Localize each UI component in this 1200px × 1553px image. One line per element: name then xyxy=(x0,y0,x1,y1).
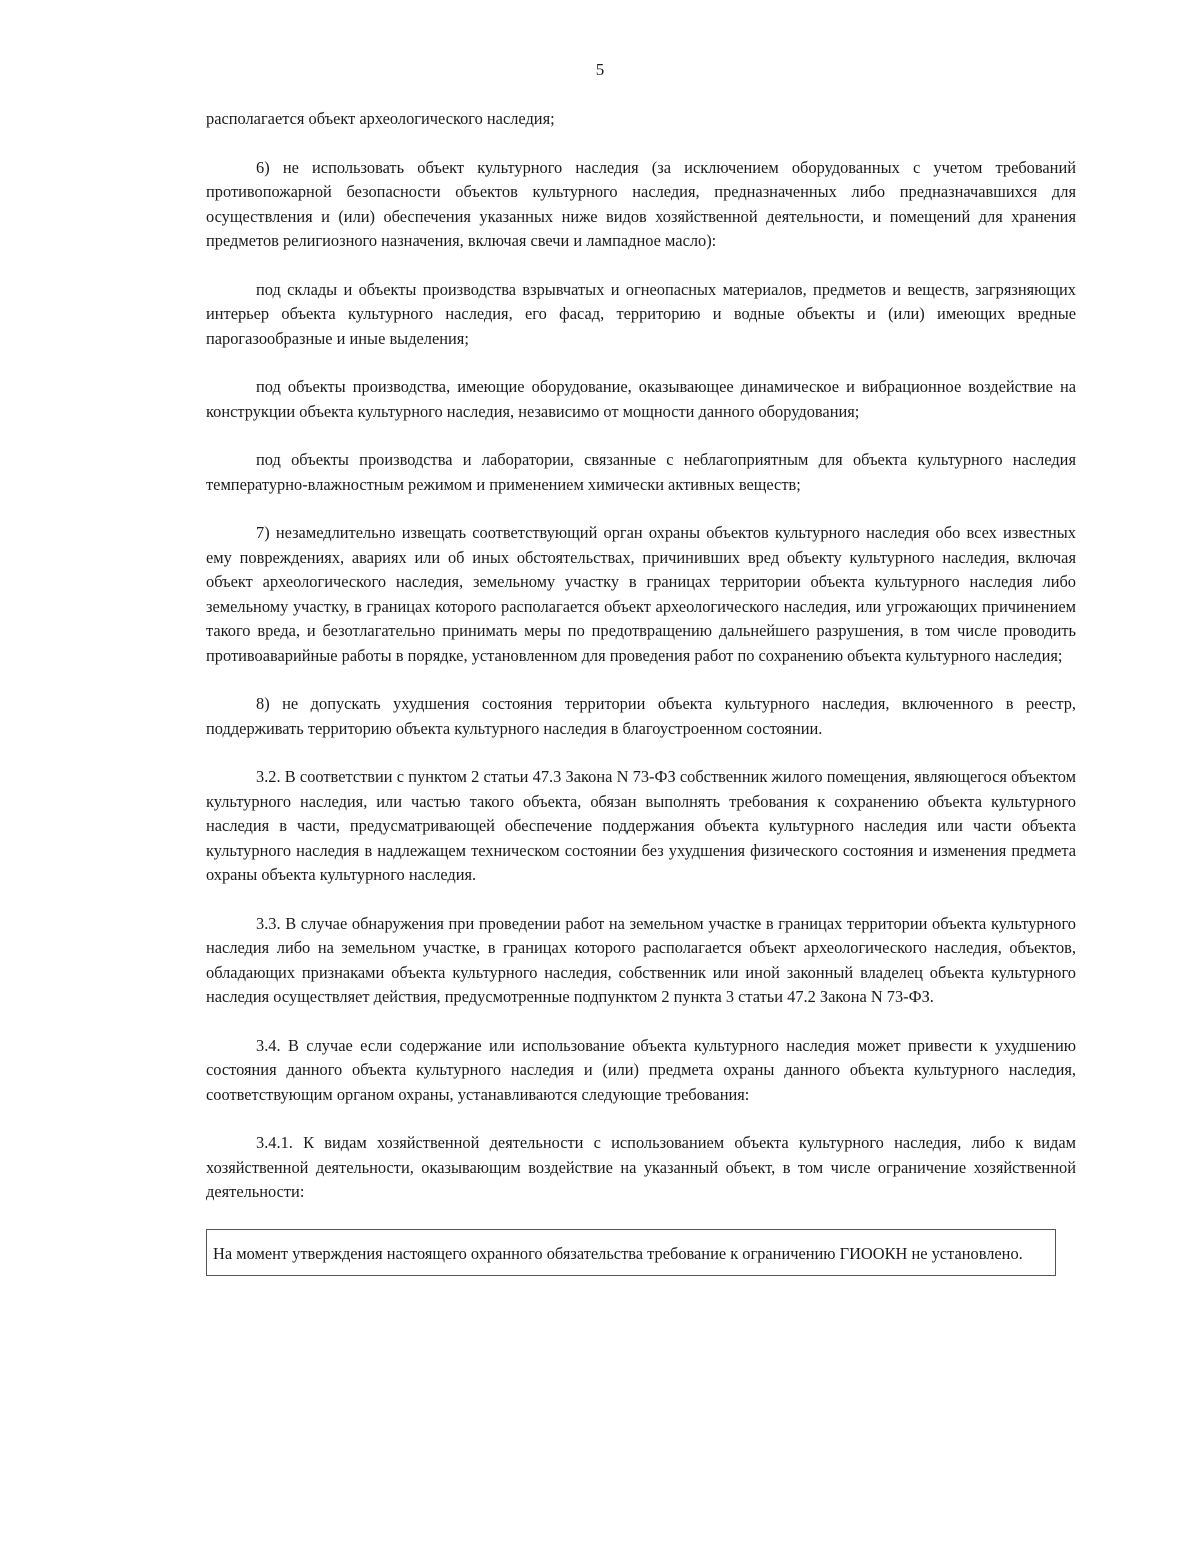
paragraph-3-3: 3.3. В случае обнаружения при проведении работ на земельном участке в границах территории объекта культурного наследия либо на земельном участке, в границах которого располагается объект археологического наследия, объектов, обладающих признаками объекта культурного наследия, собственник или иной законный владелец объекта культурного наследия осуществляет действия, предусмотренные подпунктом 2 пункта 3 статьи 47.2 Закона N 73-ФЗ. xyxy=(206,913,1076,1006)
paragraph-item-6: 6) не использовать объект культурного наследия (за исключением оборудованных с учетом требований противопожарной безопасности объектов культурного наследия, предназначенных либо предназначавшихся для осуществления и (или) обеспечения указанных ниже видов хозяйственной деятельности, и помещений для хранения предметов религиозного назначения, включая свечи и лампадное масло): xyxy=(206,157,1076,250)
paragraph-3-4-1: 3.4.1. К видам хозяйственной деятельности с использованием объекта культурного наследия, либо к видам хозяйственной деятельности, оказывающим воздействие на указанный объект, в том числе ограничение хозяйственной деятельности: xyxy=(206,1133,1076,1201)
notice-box xyxy=(206,1229,1056,1276)
paragraph-continuation: располагается объект археологического наследия; xyxy=(206,109,555,128)
paragraph-subitem-laboratories: под объекты производства и лаборатории, связанные с неблагоприятным для объекта культурного наследия температурно-влажностным режимом и применением химически активных веществ; xyxy=(206,450,1076,494)
paragraph-item-7: 7) незамедлительно извещать соответствующий орган охраны объектов культурного наследия обо всех известных ему повреждениях, авариях или об иных обстоятельствах, причинивших вред объекту культурного наследия, включая объект археологического наследия, земельному участку в границах территории объекта культурного наследия либо земельному участку, в границах которого располагается объект археологического наследия, или угрожающих причинением такого вреда, и безотлагательно принимать меры по предотвращению дальнейшего разрушения, в том числе проводить противоаварийные работы в порядке, установленном для проведения работ по сохранению объекта культурного наследия; xyxy=(206,523,1076,665)
paragraph-3-2: 3.2. В соответствии с пунктом 2 статьи 47.3 Закона N 73-ФЗ собственник жилого помещения, являющегося объектом культурного наследия, или частью такого объекта, обязан выполнять требования к сохранению объекта культурного наследия в части, предусматривающей обеспечение поддержания объекта культурного наследия или части объекта культурного наследия в надлежащем техническом состоянии без ухудшения физического состояния и изменения предмета охраны объекта культурного наследия. xyxy=(206,767,1076,884)
paragraph-subitem-warehouses: под склады и объекты производства взрывчатых и огнеопасных материалов, предметов и веществ, загрязняющих интерьер объекта культурного наследия, его фасад, территорию и водные объекты и (или) имеющих вредные парогазообразные и иные выделения; xyxy=(206,279,1076,348)
notice-text: На момент утверждения настоящего охранного обязательства требование к ограничению ГИООКН не установлено. xyxy=(213,1243,1023,1263)
paragraph-3-4: 3.4. В случае если содержание или использование объекта культурного наследия может привести к ухудшению состояния данного объекта культурного наследия и (или) предмета охраны данного объекта культурного наследия, соответствующим органом охраны, устанавливаются следующие требования: xyxy=(206,1035,1076,1104)
page-number: 5 xyxy=(595,60,605,79)
document-body xyxy=(206,107,1076,1276)
paragraph-item-8: 8) не допускать ухудшения состояния территории объекта культурного наследия, включенного в реестр, поддерживать территорию объекта культурного наследия в благоустроенном состоянии. xyxy=(206,694,1076,738)
paragraph-subitem-production-vibration: под объекты производства, имеющие оборудование, оказывающее динамическое и вибрационное воздействие на конструкции объекта культурного наследия, независимо от мощности данного оборудования; xyxy=(206,377,1076,421)
